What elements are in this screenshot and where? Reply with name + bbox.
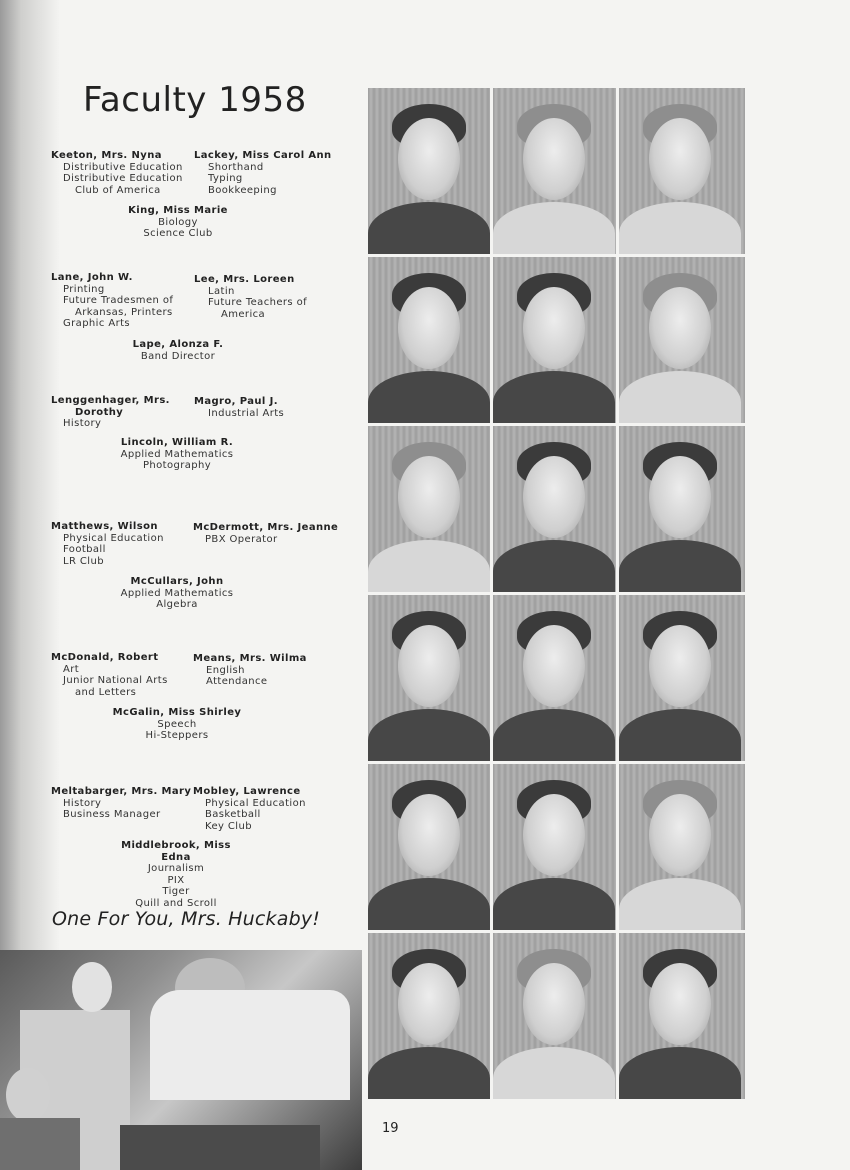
faculty-name: Keeton, Mrs. Nyna [51, 150, 162, 161]
faculty-name: Mobley, Lawrence [193, 786, 301, 797]
faculty-name-continued: Dorothy [75, 406, 124, 418]
faculty-name: Magro, Paul J. [194, 396, 278, 407]
faculty-entry [106, 840, 246, 909]
faculty-duty: Biology [158, 216, 198, 228]
faculty-duty: Distributive Education [63, 173, 183, 184]
faculty-portrait [368, 426, 490, 592]
faculty-duty: Physical Education [205, 797, 306, 809]
page-number: 19 [382, 1121, 399, 1136]
faculty-entry [194, 274, 307, 320]
faculty-duty: Science Club [143, 228, 213, 239]
faculty-duty: Graphic Arts [63, 318, 131, 329]
faculty-duty: PBX Operator [205, 533, 278, 545]
faculty-duty: English [206, 664, 245, 676]
faculty-portrait [493, 595, 616, 761]
faculty-name: Matthews, Wilson [51, 521, 158, 532]
faculty-name: McGalin, Miss Shirley [112, 707, 242, 718]
faculty-entry [114, 339, 242, 362]
faculty-duty: Future Teachers of [208, 297, 308, 308]
faculty-name: Lane, John W. [51, 272, 133, 283]
faculty-duty: Printing [63, 283, 105, 295]
faculty-name: Lape, Alonza F. [132, 339, 224, 350]
faculty-duty: Future Tradesmen of [63, 295, 174, 306]
faculty-duty: Bookkeeping [208, 184, 277, 196]
faculty-duty: Band Director [140, 350, 216, 362]
photo-caption: One For You, Mrs. Huckaby! [52, 908, 321, 930]
faculty-duty: Industrial Arts [208, 407, 285, 419]
faculty-entry [51, 786, 191, 821]
faculty-duty: Photography [142, 460, 212, 471]
faculty-portrait [619, 257, 745, 423]
faculty-name: Lee, Mrs. Loreen [194, 274, 295, 285]
faculty-entry [193, 522, 338, 545]
candid-photo [0, 950, 362, 1170]
faculty-name: King, Miss Marie [128, 205, 228, 216]
faculty-name: Middlebrook, Miss Edna [121, 840, 231, 863]
faculty-portrait [368, 595, 490, 761]
faculty-portrait [619, 595, 745, 761]
faculty-duty: PIX [167, 874, 185, 886]
faculty-duty: Latin [208, 285, 235, 297]
faculty-portrait [619, 933, 745, 1099]
faculty-entry [193, 786, 306, 832]
faculty-portrait [368, 88, 490, 254]
faculty-duty: and Letters [75, 686, 137, 698]
faculty-duty: History [63, 418, 102, 429]
faculty-portrait [493, 88, 616, 254]
faculty-duty: Attendance [206, 676, 268, 687]
faculty-duty: Algebra [156, 599, 198, 610]
faculty-duty: Speech [157, 718, 197, 730]
faculty-duty: Quill and Scroll [135, 897, 217, 909]
faculty-entry [114, 205, 242, 240]
faculty-duty: Arkansas, Printers [75, 306, 173, 318]
faculty-portrait [619, 426, 745, 592]
faculty-entry [51, 652, 168, 698]
faculty-portrait [493, 426, 616, 592]
faculty-duty: Basketball [205, 809, 261, 820]
faculty-name: McDonald, Robert [51, 652, 159, 663]
faculty-entry [51, 521, 164, 567]
faculty-name: Lincoln, William R. [120, 437, 234, 448]
faculty-duty: LR Club [63, 555, 104, 567]
faculty-duty: Business Manager [63, 809, 161, 820]
faculty-duty: America [221, 308, 266, 320]
faculty-entry [51, 150, 183, 196]
faculty-duty: Applied Mathematics [120, 587, 234, 599]
faculty-entry [194, 150, 332, 196]
faculty-entry [193, 653, 307, 688]
faculty-duty: Tiger [162, 886, 190, 897]
faculty-portrait [368, 933, 490, 1099]
faculty-duty: Journalism [147, 863, 205, 874]
faculty-duty: Distributive Education [63, 161, 183, 173]
faculty-portrait [493, 764, 616, 930]
faculty-entry [51, 272, 173, 330]
faculty-duty: Club of America [75, 184, 161, 196]
faculty-duty: Junior National Arts [63, 675, 168, 686]
faculty-name: McCullars, John [130, 576, 224, 587]
faculty-duty: Typing [208, 173, 243, 184]
faculty-duty: Key Club [205, 820, 252, 832]
faculty-duty: History [63, 797, 102, 809]
faculty-duty: Art [63, 663, 80, 675]
faculty-entry [112, 437, 242, 472]
faculty-portrait [368, 764, 490, 930]
faculty-portrait [368, 257, 490, 423]
faculty-name: Meltabarger, Mrs. Mary [51, 786, 192, 797]
faculty-portrait [619, 764, 745, 930]
faculty-duty: Hi-Steppers [145, 730, 209, 741]
faculty-duty: Shorthand [208, 161, 264, 173]
faculty-duty: Applied Mathematics [120, 448, 234, 460]
faculty-duty: Physical Education [63, 532, 164, 544]
faculty-name: Lenggenhager, Mrs. [51, 395, 170, 406]
faculty-entry [194, 396, 284, 419]
faculty-name: Means, Mrs. Wilma [193, 653, 307, 664]
faculty-duty: Football [63, 544, 106, 555]
faculty-name: McDermott, Mrs. Jeanne [193, 522, 339, 533]
faculty-portrait [493, 933, 616, 1099]
faculty-name: Lackey, Miss Carol Ann [194, 150, 332, 161]
faculty-entry [111, 707, 243, 742]
faculty-photo-grid [368, 88, 745, 1099]
faculty-entry [51, 395, 170, 430]
faculty-entry [112, 576, 242, 611]
page-title: Faculty 1958 [83, 80, 307, 120]
faculty-portrait [493, 257, 616, 423]
faculty-portrait [619, 88, 745, 254]
